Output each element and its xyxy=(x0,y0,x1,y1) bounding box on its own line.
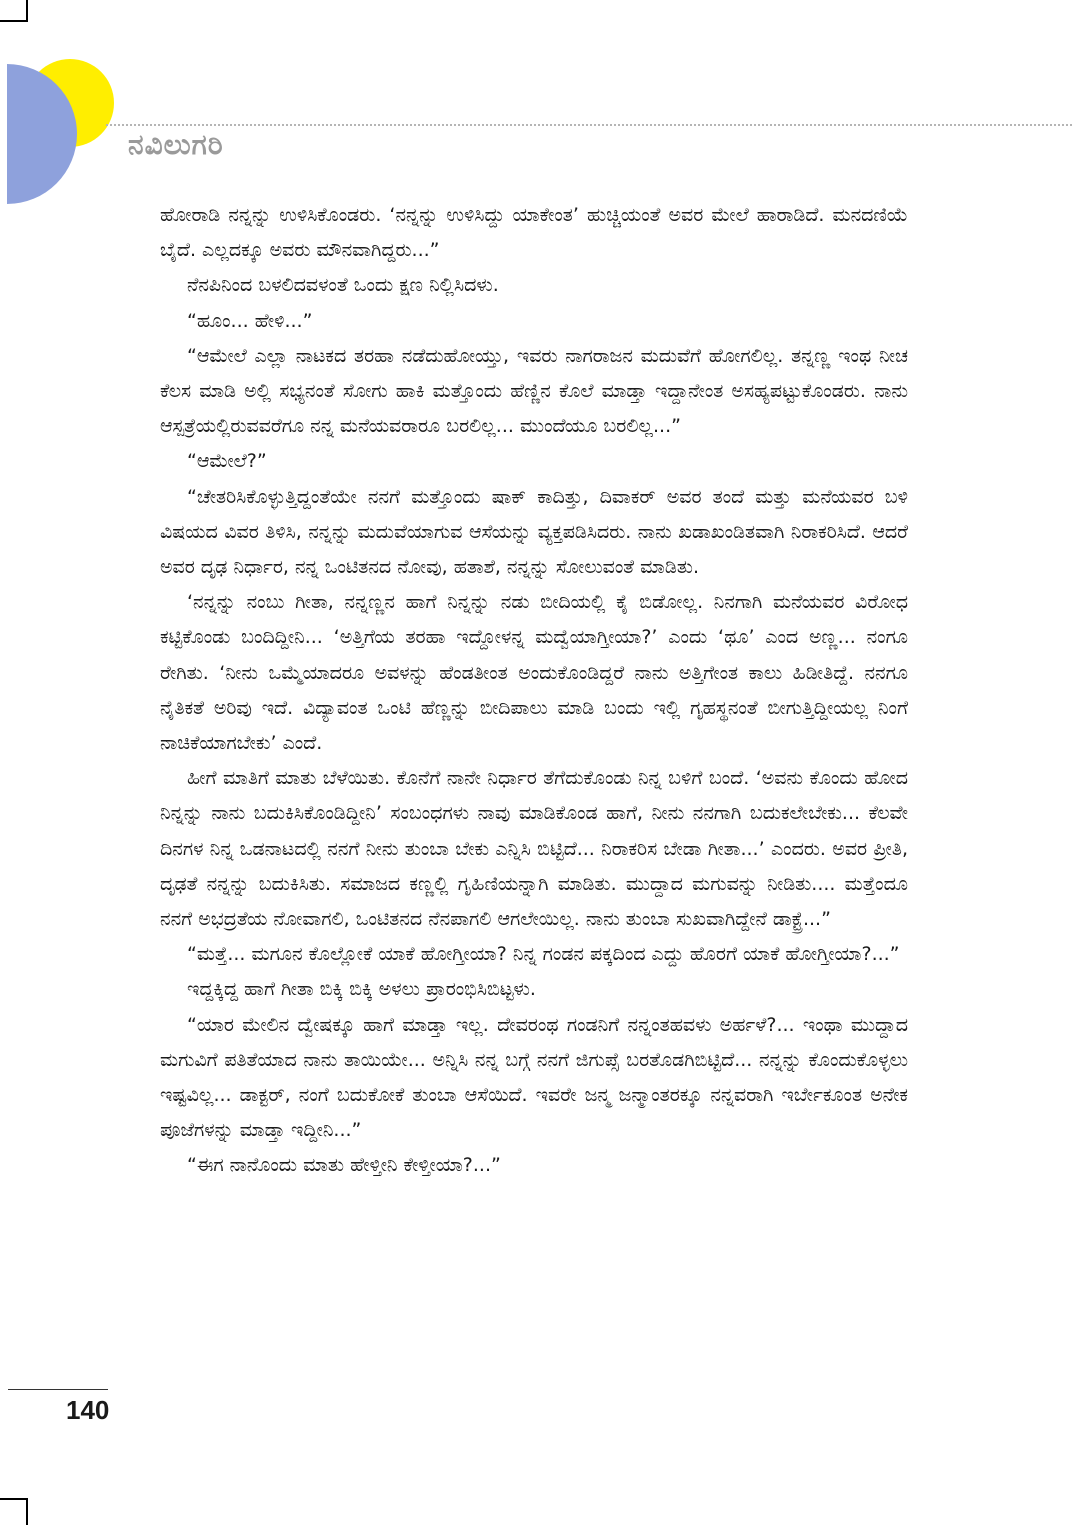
page-number: 140 xyxy=(66,1395,110,1425)
crop-mark-bottom-horizontal xyxy=(0,1498,28,1500)
paragraph: “ಹೂಂ... ಹೇಳಿ...” xyxy=(187,309,313,332)
paragraph: “ಮತ್ತೆ... ಮಗೂನ ಕೊಲ್ಲೋಕೆ ಯಾಕೆ ಹೋಗ್ತೀಯಾ? ನಿನ್ನ ಗಂಡನ ಪಕ್ಕದಿಂದ ಎದ್ದು ಹೊರಗೆ ಯಾಕೆ ಹೋಗ್ತೀಯಾ?...” xyxy=(187,943,900,966)
paragraph: “ಈಗ ನಾನೊಂದು ಮಾತು ಹೇಳ್ತೀನಿ ಕೇಳ್ತೀಯಾ?...” xyxy=(187,1154,501,1177)
paragraph: ‘ನನ್ನನ್ನು ನಂಬು ಗೀತಾ, ನನ್ನಣ್ಣನ ಹಾಗೆ ನಿನ್ನನ್ನು ನಡು ಬೀದಿಯಲ್ಲಿ ಕೈ ಬಿಡೋಲ್ಲ. ನಿನಗಾಗಿ ಮನೆಯವರ ವಿರೋಧ ಕಟ್ಟಿಕೊಂಡು ಬಂದಿದ್ದೀನಿ... ‘ಅತ್ತಿಗೆಯ ತರಹಾ ಇದ್ದೋಳನ್ನ ಮದ್ವೆಯಾಗ್ತೀಯಾ?’ ಎಂದು ‘ಥೂ’ ಎಂದ ಅಣ್ಣ... ನಂಗೂ ರೇಗಿತು. ‘ನೀನು ಒಮ್ಮೆಯಾದರೂ ಅವಳನ್ನು ಹೆಂಡತೀಂತ ಅಂದುಕೊಂಡಿದ್ದರೆ ನಾನು ಅತ್ತಿಗೇಂತ ಕಾಲು ಹಿಡೀತಿದ್ದೆ. ನನಗೂ ನೈತಿಕತೆ ಅರಿವು ಇದೆ. ವಿದ್ಯಾವಂತ ಒಂಟಿ ಹೆಣ್ಣನ್ನು ಬೀದಿಪಾಲು ಮಾಡಿ ಬಂದು ಇಲ್ಲಿ ಗೃಹಸ್ಥನಂತೆ ಬೀಗುತ್ತಿದ್ದೀಯಲ್ಲ ನಿಂಗೆ ನಾಚಿಕೆಯಾಗಬೇಕು’ ಎಂದೆ. xyxy=(160,591,908,755)
footer-rule xyxy=(8,1389,108,1390)
paragraph: “ಆಮೇಲೆ ಎಲ್ಲಾ ನಾಟಕದ ತರಹಾ ನಡೆದುಹೋಯ್ತು, ಇವರು ನಾಗರಾಜನ ಮದುವೆಗೆ ಹೋಗಲಿಲ್ಲ. ತನ್ನಣ್ಣ ಇಂಥ ನೀಚ ಕೆಲಸ ಮಾಡಿ ಅಲ್ಲಿ ಸಭ್ಯನಂತೆ ಸೋಗು ಹಾಕಿ ಮತ್ತೊಂದು ಹೆಣ್ಣಿನ ಕೊಲೆ ಮಾಡ್ತಾ ಇದ್ದಾನೇಂತ ಅಸಹ್ಯಪಟ್ಟುಕೊಂಡರು. ನಾನು ಆಸ್ಪತ್ರೆಯಲ್ಲಿರುವವರೆಗೂ ನನ್ನ ಮನೆಯವರಾರೂ ಬರಲಿಲ್ಲ... ಮುಂದೆಯೂ ಬರಲಿಲ್ಲ...” xyxy=(160,344,908,438)
paragraph: ಇದ್ದಕ್ಕಿದ್ದ ಹಾಗೆ ಗೀತಾ ಬಿಕ್ಕಿ ಬಿಕ್ಕಿ ಅಳಲು ಪ್ರಾರಂಭಿಸಿಬಿಟ್ಟಳು. xyxy=(187,978,536,1001)
header-dotted-rule xyxy=(106,124,1072,126)
paragraph: “ಯಾರ ಮೇಲಿನ ದ್ವೇಷಕ್ಕೂ ಹಾಗೆ ಮಾಡ್ತಾ ಇಲ್ಲ. ದೇವರಂಥ ಗಂಡನಿಗೆ ನನ್ನಂತಹವಳು ಅರ್ಹಳೆ?... ಇಂಥಾ ಮುದ್ದಾದ ಮಗುವಿಗೆ ಪತಿತೆಯಾದ ನಾನು ತಾಯಿಯೇ... ಅನ್ನಿಸಿ ನನ್ನ ಬಗ್ಗೆ ನನಗೆ ಜಿಗುಪ್ಸೆ ಬರತೊಡಗಿಬಿಟ್ಟಿದೆ... ನನ್ನನ್ನು ಕೊಂದುಕೊಳ್ಳಲು ಇಷ್ಟವಿಲ್ಲ... ಡಾಕ್ಟರ್, ನಂಗೆ ಬದುಕೋಕೆ ತುಂಬಾ ಆಸೆಯಿದೆ. ಇವರೇ ಜನ್ಮ ಜನ್ಮಾಂತರಕ್ಕೂ ನನ್ನವರಾಗಿ ಇರ್ಬೇಕೂಂತ ಅನೇಕ ಪೂಜೆಗಳನ್ನು ಮಾಡ್ತಾ ಇದ್ದೀನಿ...” xyxy=(160,1013,909,1142)
paragraph: ಹೋರಾಡಿ ನನ್ನನ್ನು ಉಳಿಸಿಕೊಂಡರು. ‘ನನ್ನನ್ನು ಉಳಿಸಿದ್ದು ಯಾಕೇಂತ’ ಹುಚ್ಚಿಯಂತೆ ಅವರ ಮೇಲೆ ಹಾರಾಡಿದೆ. ಮನದಣಿಯೆ ಬೈದೆ. ಎಲ್ಲದಕ್ಕೂ ಅವರು ಮೌನವಾಗಿದ್ದರು...” xyxy=(160,204,908,262)
paragraph: “ಚೇತರಿಸಿಕೊಳ್ಳುತ್ತಿದ್ದಂತೆಯೇ ನನಗೆ ಮತ್ತೊಂದು ಷಾಕ್ ಕಾದಿತ್ತು, ದಿವಾಕರ್ ಅವರ ತಂದೆ ಮತ್ತು ಮನೆಯವರ ಬಳಿ ವಿಷಯದ ವಿವರ ತಿಳಿಸಿ, ನನ್ನನ್ನು ಮದುವೆಯಾಗುವ ಆಸೆಯನ್ನು ವ್ಯಕ್ತಪಡಿಸಿದರು. ನಾನು ಖಡಾಖಂಡಿತವಾಗಿ ನಿರಾಕರಿಸಿದೆ. ಆದರೆ ಅವರ ದೃಢ ನಿರ್ಧಾರ, ನನ್ನ ಒಂಟಿತನದ ನೋವು, ಹತಾಶೆ, ನನ್ನನ್ನು ಸೋಲುವಂತೆ ಮಾಡಿತು. xyxy=(160,485,908,579)
running-header-title: ನವಿಲುಗರಿ xyxy=(128,128,224,161)
paragraph: ನೆನಪಿನಿಂದ ಬಳಲಿದವಳಂತೆ ಒಂದು ಕ್ಷಣ ನಿಲ್ಲಿಸಿದಳು. xyxy=(187,274,499,297)
crop-mark-bottom-vertical xyxy=(26,1498,28,1525)
paragraph: “ಆಮೇಲೆ?” xyxy=(187,450,267,473)
paragraph: ಹೀಗೆ ಮಾತಿಗೆ ಮಾತು ಬೆಳೆಯಿತು. ಕೊನೆಗೆ ನಾನೇ ನಿರ್ಧಾರ ತೆಗೆದುಕೊಂಡು ನಿನ್ನ ಬಳಿಗೆ ಬಂದೆ. ‘ಅವನು ಕೊಂದು ಹೋದ ನಿನ್ನನ್ನು ನಾನು ಬದುಕಿಸಿಕೊಂಡಿದ್ದೀನಿ’ ಸಂಬಂಧಗಳು ನಾವು ಮಾಡಿಕೊಂಡ ಹಾಗೆ, ನೀನು ನನಗಾಗಿ ಬದುಕಲೇಬೇಕು... ಕೆಲವೇ ದಿನಗಳ ನಿನ್ನ ಒಡನಾಟದಲ್ಲಿ ನನಗೆ ನೀನು ತುಂಬಾ ಬೇಕು ಎನ್ನಿಸಿ ಬಿಟ್ಟಿದೆ... ನಿರಾಕರಿಸ ಬೇಡಾ ಗೀತಾ...’ ಎಂದರು. ಅವರ ಪ್ರೀತಿ, ದೃಢತೆ ನನ್ನನ್ನು ಬದುಕಿಸಿತು. ಸಮಾಜದ ಕಣ್ಣಲ್ಲಿ ಗೃಹಿಣಿಯನ್ನಾಗಿ ಮಾಡಿತು. ಮುದ್ದಾದ ಮಗುವನ್ನು ನೀಡಿತು.... ಮತ್ತೆಂದೂ ನನಗೆ ಅಭದ್ರತೆಯ ನೋವಾಗಲಿ, ಒಂಟಿತನದ ನೆನಪಾಗಲಿ ಆಗಲೇಯಿಲ್ಲ. ನಾನು ತುಂಬಾ ಸುಖವಾಗಿದ್ದೇನೆ ಡಾಕ್ಟ್ರೆ...” xyxy=(160,767,908,931)
header-decoration xyxy=(0,0,130,215)
page-body-text xyxy=(160,198,908,1184)
